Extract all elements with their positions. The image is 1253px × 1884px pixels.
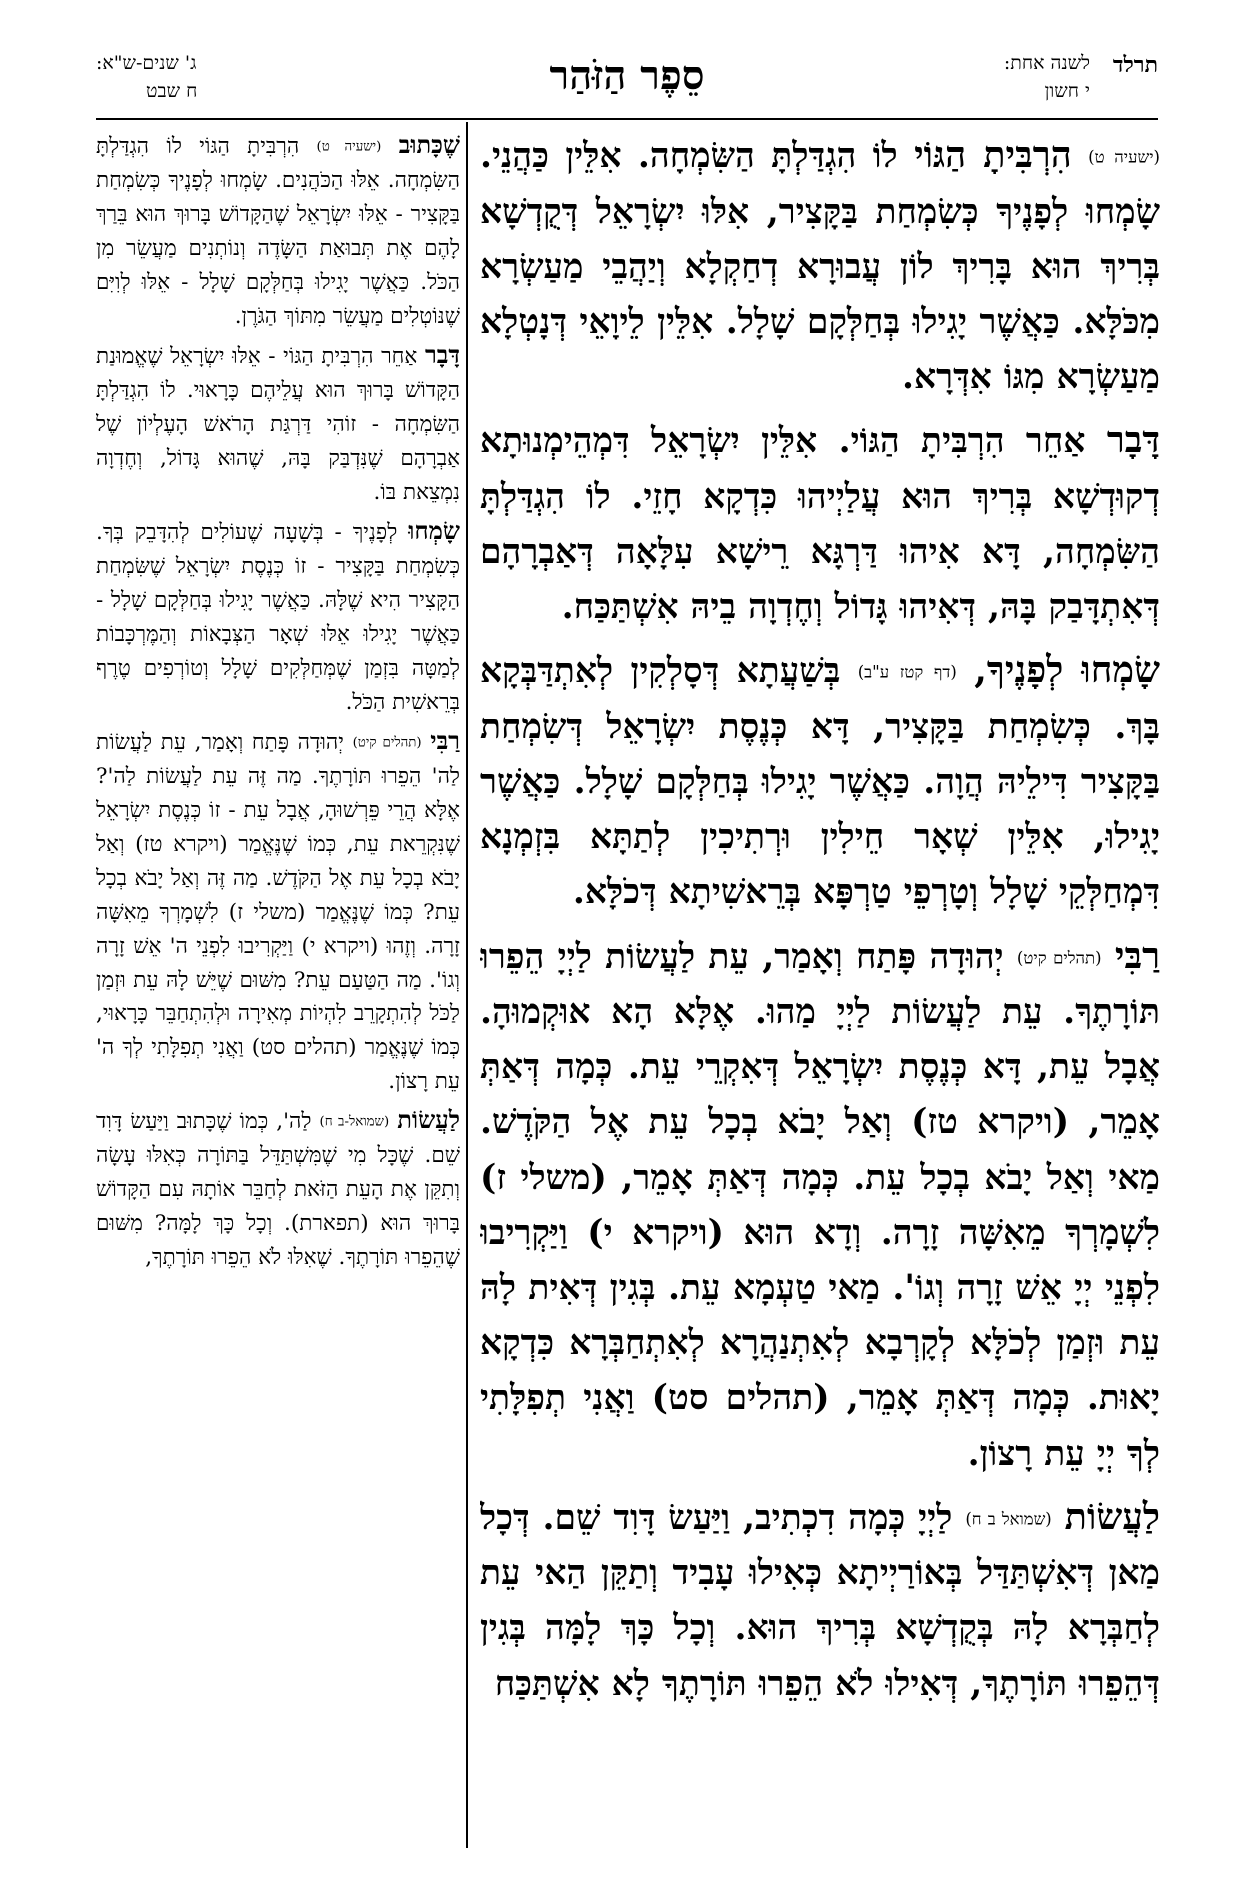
source-ref: (ישעיה ט): [316, 139, 382, 155]
paragraph-text: לְפָנֶיךָ - בְּשָׁעָה שֶׁעוֹלִים לְהִדָּבֵק בְּךָ. כְּשִׂמְחַת בַּקָּצִיר - זוֹ כְּנֶסֶת יִשְׂרָאֵל שֶׁשִּׂמְחַת הַקָּצִיר הִיא שֶׁלָּהּ. כַּאֲשֶׁר יָגִילוּ בְּחַלְּקָם שָׁלָל - כַּאֲשֶׁר יָגִילוּ אֵלּוּ שְׁאָר הַצְּבָאוֹת וְהַמֶּרְכָּבוֹת לְמַטָּה בִּזְמַן שֶׁמְּחַלְּקִים שָׁלָל וְטוֹרְפִים טֶרֶף בְּרֵאשִׁית הַכֹּל.: [96, 519, 460, 715]
main-paragraph-1: [480, 126, 1160, 405]
source-ref: (תהלים קיט): [352, 735, 422, 751]
lead-word: רַבִּי: [430, 725, 460, 755]
header-left-top: ג' שנים-ש"א:: [96, 52, 197, 74]
lead-word: שָׂמְחוּ לְפָנֶיךָ,: [974, 648, 1160, 692]
page-header: [96, 52, 1158, 122]
side-paragraph-5: [96, 1101, 460, 1275]
paragraph-text: אַחֵר הִרְבִּיתָ הַגּוֹי - אֵלּוּ יִשְׂרָאֵל שֶׁאֱמוּנַת הַקָּדוֹשׁ בָּרוּךְ הוּא עֲלֵיהֶם כָּרָאוּי. לוֹ הִגְדַּלְתָּ הַשִּׂמְחָה - זוֹהִי דַּרְגַּת הָרֹאשׁ הָעֶלְיוֹן שֶׁל אַבְרָהָם שֶׁנִּדְבַּק בָּהּ, שֶׁהוּא גָּדוֹל, וְחֶדְוָה נִמְצֵאת בּוֹ.: [96, 343, 460, 505]
paragraph-text: הִרְבִּיתָ הַגּוֹי לוֹ הִגְדַּלְתָּ הַשִּׂמְחָה. אֵלּוּ הַכֹּהֲנִים. שָׂמְחוּ לְפָנֶיךָ כְּשִׂמְחַת בַּקָּצִיר - אֵלּוּ יִשְׂרָאֵל שֶׁהַקָּדוֹשׁ בָּרוּךְ הוּא בֵּרַךְ לָהֶם אֶת תְּבוּאַת הַשָּׂדֶה וְנוֹתְנִים מַעֲשֵׂר מִן הַכֹּל. כַּאֲשֶׁר יָגִילוּ בְּחַלְּקָם שָׁלָל - אֵלּוּ לְוִיִּם שֶׁנּוֹטְלִים מַעֲשֵׂר מִתּוֹךְ הַגֹּרֶן.: [96, 134, 460, 329]
translation-column: [96, 126, 460, 1848]
column-divider: [466, 122, 468, 1848]
header-right-bottom: י חשון: [1044, 80, 1090, 102]
source-ref: (שמואל ב ח): [965, 1509, 1052, 1528]
lead-word: דָּבָר: [424, 339, 460, 369]
paragraph-text: בְּשַׁעֲתָא דְּסָלְקִין לְאִתְדַּבְּקָא בָּךְ. כְּשִׂמְחַת בַּקָּצִיר, דָּא כְּנֶסֶת יִשְׂרָאֵל דְּשִׂמְחַת בַּקָּצִיר דִּילֵיהּ הֲוָה. כַּאֲשֶׁר יָגִילוּ בְּחַלְּקָם שָׁלָל. כַּאֲשֶׁר יָגִילוּ, אִלֵּין שְׁאָר חֵילִין וּרְתִיכִין לְתַתָּא בִּזְמְנָא דִּמְחַלְּקֵי שָׁלָל וְטָרְפֵי טַרְפָּא בְּרֵאשִׁיתָא דְּכֹלָּא.: [480, 651, 1160, 913]
side-paragraph-2: [96, 336, 460, 510]
paragraph-text: לַה', כְּמוֹ שֶׁכָּתוּב וַיַּעַשׂ דָּוִד שֵׁם. שֶׁכָּל מִי שֶׁמִּשְׁתַּדֵּל בַּתּוֹרָה כְּאִלּוּ עָשָׂה וְתִקֵּן אֶת הָעֵת הַזֹּאת לְחַבֵּר אוֹתָהּ עִם הַקָּדוֹשׁ בָּרוּךְ הוּא (תפארת). וְכָל כָּךְ לָמָּה? מִשּׁוּם שֶׁהֵפֵרוּ תּוֹרָתֶךָ. שֶׁאִלּוּ לֹא הֵפֵרוּ תּוֹרָתֶךָ,: [96, 1109, 460, 1271]
side-paragraph-1: [96, 126, 460, 334]
book-title: סֵפֶר הַזֹּהַר: [549, 52, 705, 99]
main-paragraph-4: [480, 927, 1160, 1482]
header-left-bottom: ח שבט: [146, 80, 198, 102]
lead-word: שֶׁכָּתוּב: [398, 130, 460, 159]
side-paragraph-4: [96, 722, 460, 1100]
side-paragraph-3: [96, 512, 460, 720]
lead-word: לַעֲשׂוֹת: [1064, 1494, 1160, 1538]
paragraph-text: יְהוּדָה פָּתַח וְאָמַר, עֵת לַעֲשׂוֹת לַיְיָ הֵפֵרוּ תּוֹרָתֶךָ. עֵת לַעֲשׂוֹת לַיְיָ מַהוּ. אֶלָּא הָא אוּקְמוּהָ. אֲבָל עֵת, דָּא כְּנֶסֶת יִשְׂרָאֵל דְּאִקְרֵי עֵת. כְּמָה דְּאַתְּ אָמֵר, (ויקרא טז) וְאַל יָבֹא בְכָל עֵת אֶל הַקֹּדֶשׁ. מַאי וְאַל יָבֹא בְכָל עֵת. כְּמָה דְּאַתְּ אָמֵר, (משלי ז) לִשְׁמָרְךָ מֵאִשָּׁה זָרָה. וְדָא הוּא (ויקרא י) וַיַּקְרִיבוּ לִפְנֵי יְיָ אֵשׁ זָרָה וְגוֹ'. מַאי טַעְמָא עֵת. בְּגִין דְּאִית לָהּ עֵת וּזְמַן לְכֹלָּא לְקָרְבָא לְאִתְנַהֲרָא לְאִתְחַבְּרָא כִּדְקָא יָאוּת. כְּמָה דְּאַתְּ אָמֵר, (תהלים סט) וַאֲנִי תְפִלָּתִי לְךָ יְיָ עֵת רָצוֹן.: [480, 936, 1160, 1474]
page-number: תרלד: [1112, 52, 1158, 78]
source-ref: (תהלים קיט): [1016, 947, 1102, 967]
paragraph-text: לוֹ הִגְדַּלְתָּ הַשִּׂמְחָה. אִלֵּין כַּהֲנֵי. שָׂמְחוּ לְפָנֶיךָ כְּשִׂמְחַת בַּקָּצִיר, אִלּוּ יִשְׂרָאֵל דְּקֻדְשָׁא בְּרִיךְ הוּא בָּרִיךְ לוֹן עֲבוּרָא דְחַקְלָא וְיַהֲבֵי מַעַשְׂרָא מִכֹּלָּא. כַּאֲשֶׁר יָגִילוּ בְּחַלְּקָם שָׁלָל. אִלֵּין לֵיוָאֵי דְּנָטְלָא מַעַשְׂרָא מִגּוֹ אִדְּרָא.: [480, 136, 1160, 398]
lead-word: דָּבָר: [1106, 418, 1160, 462]
main-paragraph-2: [480, 411, 1160, 635]
paragraph-text: לַיְיָ כְּמָה דִכְתִיב, וַיַּעַשׂ דָּוִד שֵׁם. דְּכָל מַאן דְּאִשְׁתַּדַּל בְּאוֹרַיְיתָא כְּאִילוּ עָבִיד וְתַקֵּן הַאי עֵת לְחַבְּרָא לָהּ בְּקֻדְשָׁא בְּרִיךְ הוּא. וְכָל כָּךְ לָמָּה בְּגִין דְּהֵפֵרוּ תּוֹרָתֶךָ, דְּאִילוּ לֹא הֵפֵרוּ תּוֹרָתֶךָ לָא אִשְׁתַּכַּח: [480, 1497, 1160, 1704]
lead-word: שָׂמְחוּ: [408, 515, 460, 545]
header-right-top: לשנה אחת:: [1003, 52, 1090, 74]
paragraph-text: יְהוּדָה פָּתַח וְאָמַר, עֵת לַעֲשׂוֹת לַה' הֵפֵרוּ תּוֹרָתֶךָ. מַה זֶּה עֵת לַעֲשׂוֹת לַה'? אֶלָּא הֲרֵי פֵּרְשׁוּהָ, אֲבָל עֵת - זוֹ כְּנֶסֶת יִשְׂרָאֵל שֶׁנִּקְרֵאת עֵת, כְּמוֹ שֶׁנֶּאֱמַר (ויקרא טז) וְאַל יָבֹא בְכָל עֵת אֶל הַקֹּדֶשׁ. מַה זֶּה וְאַל יָבֹא בְכָל עֵת? כְּמוֹ שֶׁנֶּאֱמַר (משלי ז) לִשְׁמָרְךָ מֵאִשָּׁה זָרָה. וְזֶהוּ (ויקרא י) וַיַּקְרִיבוּ לִפְנֵי ה' אֵשׁ זָרָה וְגוֹ'. מַה הַטַּעַם עֵת? מִשּׁוּם שֶׁיֵּשׁ לָהּ עֵת וּזְמַן לַכֹּל לְהִתְקָרֵב לִהְיוֹת מְאִירָה וּלְהִתְחַבֵּר כָּרָאוּי, כְּמוֹ שֶׁנֶּאֱמַר (תהלים סט) וַאֲנִי תְפִלָּתִי לְךָ ה' עֵת רָצוֹן.: [96, 729, 460, 1095]
source-ref: (ישעיה ט): [1088, 147, 1160, 167]
lead-word: הִרְבִּיתָ הַגּוֹי: [914, 133, 1072, 176]
main-paragraph-3: [480, 641, 1160, 920]
source-ref: (דף קטז ע"ב): [857, 662, 957, 682]
header-rule: [96, 118, 1158, 120]
lead-word: רַבִּי: [1114, 933, 1160, 977]
source-ref: (שמואל-ב ח): [319, 1114, 390, 1130]
main-paragraph-5: [480, 1488, 1160, 1712]
paragraph-text: אַחֵר הִרְבִּיתָ הַגּוֹי. אִלֵּין יִשְׂרָאֵל דִּמְהֵימְנוּתָא דְקוּדְשָׁא בְּרִיךְ הוּא עֲלַיְיהוּ כִּדְקָא חָזֵי. לוֹ הִגְדַּלְתָּ הַשִּׂמְחָה, דָּא אִיהוּ דַּרְגָּא רֵישָׁא עִלָּאָה דְּאַבְרָהָם דְּאִתְדָּבַק בָּהּ, דְּאִיהוּ גָּדוֹל וְחֶדְוָה בֵיהּ אִשְׁתַּכַּח.: [480, 421, 1160, 628]
lead-word: לַעֲשׂוֹת: [397, 1105, 460, 1135]
main-text-column: [480, 126, 1160, 1848]
